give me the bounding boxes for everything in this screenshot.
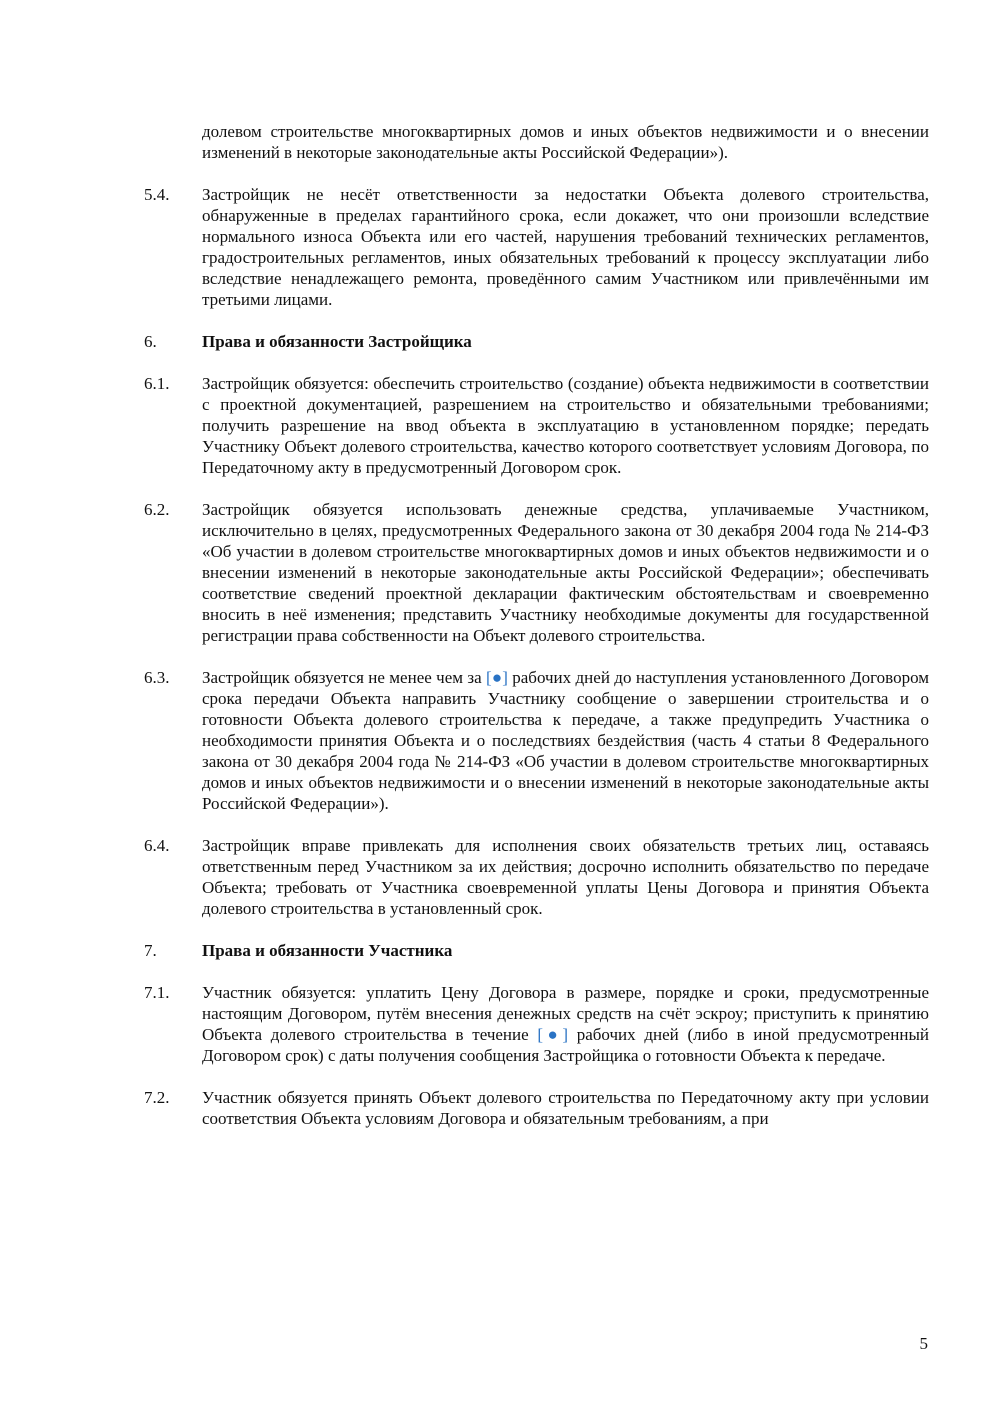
clause-text-before: Застройщик обязуется не менее чем за [202,668,487,687]
section-title: Права и обязанности Застройщика [202,332,472,351]
clause-text: Застройщик обязуется: обеспечить строительство (создание) объекта недвижимости в соответствии с проектной документацией, разрешением на строительство и обязательными требованиями; получить разрешение на ввод объекта в эксплуатацию в установленном порядке; передать Участнику Объект долевого строительства, качество которого соответствует условиям Договора, по Передаточному акту в предусмотренный Договором срок. [202,374,929,477]
clause-6-4 [144,835,929,919]
section-heading-7 [144,940,929,961]
clause-number: 6.3. [144,668,170,687]
clause-5-4 [144,184,929,310]
clause-text-after: рабочих дней до наступления установленного Договором срока передачи Объекта направить Участнику сообщение о завершении строительства и о готовности Объекта долевого строительства к передаче, а также предупредить Участника о необходимости принятия Объекта и о последствиях бездействия (часть 4 статьи 8 Федерального закона от 30 декабря 2004 года № 214-ФЗ «Об участии в долевом строительстве многоквартирных домов и иных объектов недвижимости и о внесении изменений в некоторые законодательные акты Российской Федерации»). [202,668,929,813]
clause-text [202,982,929,1066]
section-number: 7. [144,941,157,960]
document-content [144,121,929,1129]
section-heading-6 [144,331,929,352]
clause-7-2 [144,1087,929,1129]
clause-number: 6.2. [144,500,170,519]
clause-text-after: рабочих дней (либо в иной предусмотренный Договором срок) с даты получения сообщения Застройщика о готовности Объекта к передаче. [202,1025,929,1065]
page-number: 5 [919,1334,928,1353]
clause-number: 5.4. [144,185,170,204]
clause-number: 6.1. [144,374,170,393]
clause-text: Застройщик вправе привлекать для исполнения своих обязательств третьих лиц, оставаясь ответственным перед Участником за их действия; досрочно исполнить обязательство по передаче Объекта; требовать от Участника своевременной уплаты Цены Договора и принятия Объекта долевого строительства в установленный срок. [202,836,929,918]
clause-text: Застройщик обязуется использовать денежные средства, уплачиваемые Участником, исключительно в целях, предусмотренных Федерального закона от 30 декабря 2004 года № 214-ФЗ «Об участии в долевом строительстве многоквартирных домов и иных объектов недвижимости и о внесении изменений в некоторые законодательные акты Российской Федерации»; обеспечивать соответствие сведений проектной декларации фактическим обстоятельствам и своевременно вносить в неё изменения; представить Участнику необходимые документы для государственной регистрации права собственности на Объект долевого строительства. [202,500,929,645]
clause-number: 7.2. [144,1088,170,1107]
section-title: Права и обязанности Участника [202,941,453,960]
clause-text [202,667,929,814]
clause-6-1 [144,373,929,478]
placeholder-field: [●] [486,668,508,687]
clause-number: 6.4. [144,836,170,855]
clause-6-3 [144,667,929,814]
continued-paragraph: долевом строительстве многоквартирных домов и иных объектов недвижимости и о внесении изменений в некоторые законодательные акты Российской Федерации»). [202,122,929,162]
section-number: 6. [144,332,157,351]
placeholder-field: [●] [537,1025,568,1044]
clause-number: 7.1. [144,983,170,1002]
clause-text-before: Участник обязуется: уплатить Цену Договора в размере, порядке и сроки, предусмотренные настоящим Договором, путём внесения денежных средств на счёт эскроу; приступить к принятию Объекта долевого строительства в течение [202,983,929,1044]
clause-6-2 [144,499,929,646]
clause-text: Участник обязуется принять Объект долевого строительства по Передаточному акту при условии соответствия Объекта условиям Договора и обязательным требованиям, а при [202,1088,929,1128]
clause-text: Застройщик не несёт ответственности за недостатки Объекта долевого строительства, обнаруженные в пределах гарантийного срока, если докажет, что они произошли вследствие нормального износа Объекта или его частей, нарушения требований технических регламентов, градостроительных регламентов, иных обязательных требований к процессу эксплуатации либо вследствие ненадлежащего ремонта, проведённого самим Участником или привлечёнными им третьими лицами. [202,185,929,309]
clause-7-1 [144,982,929,1066]
